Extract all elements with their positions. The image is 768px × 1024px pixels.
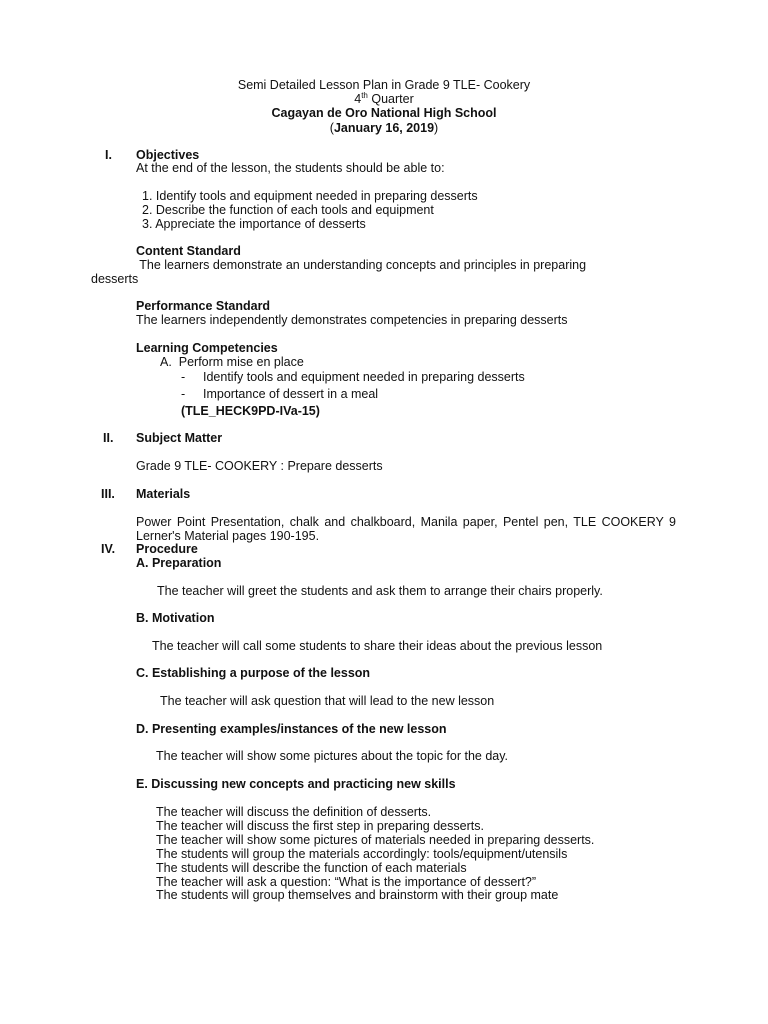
objective-item: 2. Describe the function of each tools and equipment: [142, 203, 434, 217]
competency-bullet: Identify tools and equipment needed in preparing desserts: [203, 370, 525, 384]
quarter-superscript: th: [361, 90, 368, 100]
purpose-heading: C. Establishing a purpose of the lesson: [136, 666, 371, 680]
competency-bullet: Importance of dessert in a meal: [203, 387, 379, 401]
objectives-intro: At the end of the lesson, the students should be able to:: [136, 161, 445, 175]
preparation-text: The teacher will greet the students and ask them to arrange their chairs properly.: [157, 584, 603, 598]
materials-numeral: III.: [101, 487, 115, 501]
objective-item: 1. Identify tools and equipment needed in preparing desserts: [142, 189, 478, 203]
motivation-heading: B. Motivation: [136, 611, 215, 625]
quarter-word: Quarter: [371, 92, 414, 106]
document-title: Semi Detailed Lesson Plan in Grade 9 TLE- Cookery: [237, 78, 531, 92]
school-name: Cagayan de Oro National High School: [271, 106, 497, 120]
discussion-line: The students will group themselves and brainstorm with their group mate: [156, 888, 559, 902]
bullet-dash: -: [181, 370, 186, 384]
examples-text: The teacher will show some pictures about the topic for the day.: [156, 749, 509, 763]
preparation-heading: A. Preparation: [136, 556, 222, 570]
subject-matter-heading: Subject Matter: [136, 431, 223, 445]
discussion-line: The students will describe the function of each materials: [156, 861, 467, 875]
content-standard-line2: desserts: [91, 272, 139, 286]
competency-code: (TLE_HECK9PD-IVa-15): [181, 404, 320, 418]
subject-matter-numeral: II.: [103, 431, 114, 445]
materials-heading: Materials: [136, 487, 191, 501]
content-standard-heading: Content Standard: [136, 244, 241, 258]
examples-heading: D. Presenting examples/instances of the new lesson: [136, 722, 447, 736]
discussing-heading: E. Discussing new concepts and practicing new skills: [136, 777, 456, 791]
bullet-dash: -: [181, 387, 186, 401]
performance-standard-heading: Performance Standard: [136, 299, 271, 313]
objectives-heading: Objectives: [136, 148, 200, 162]
learning-competencies-heading: Learning Competencies: [136, 341, 278, 355]
discussion-line: The teacher will ask a question: “What is the importance of dessert?”: [156, 875, 537, 889]
discussion-line: The teacher will discuss the first step in preparing desserts.: [156, 819, 484, 833]
performance-standard-text: The learners independently demonstrates competencies in preparing desserts: [136, 313, 568, 327]
discussion-line: The teacher will discuss the definition of desserts.: [156, 805, 432, 819]
quarter-number: 4: [354, 92, 362, 106]
subject-matter-text: Grade 9 TLE- COOKERY : Prepare desserts: [136, 459, 383, 473]
procedure-heading: Procedure: [136, 542, 198, 556]
discussion-line: The teacher will show some pictures of materials needed in preparing desserts.: [156, 833, 595, 847]
materials-text: Power Point Presentation, chalk and chalkboard, Manila paper, Pentel pen, TLE COOKERY 9 Lerner's Material pages 190-195.: [136, 515, 676, 543]
date-open-paren: (: [329, 121, 334, 135]
discussion-line: The students will group the materials accordingly: tools/equipment/utensils: [156, 847, 568, 861]
motivation-text: The teacher will call some students to share their ideas about the previous lesson: [152, 639, 603, 653]
lesson-date: January 16, 2019: [333, 121, 435, 135]
competency-item-a: A. Perform mise en place: [160, 355, 304, 369]
objective-item: 3. Appreciate the importance of desserts: [142, 217, 366, 231]
content-standard-line1: The learners demonstrate an understanding concepts and principles in preparing: [136, 258, 587, 272]
date-line: [0, 121, 768, 135]
date-close-paren: ): [434, 121, 439, 135]
procedure-numeral: IV.: [101, 542, 116, 556]
purpose-text: The teacher will ask question that will lead to the new lesson: [160, 694, 495, 708]
objectives-numeral: I.: [105, 148, 112, 162]
quarter-line: [0, 92, 768, 106]
